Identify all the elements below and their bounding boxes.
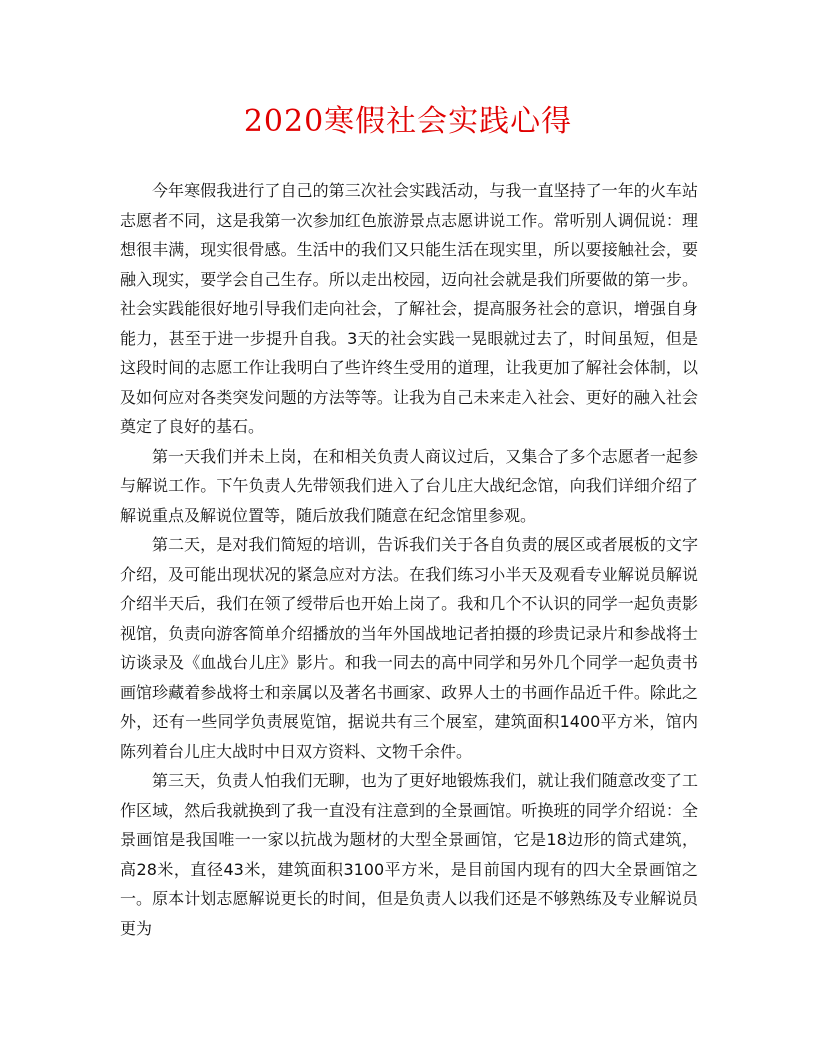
paragraph-1: 今年寒假我进行了自己的第三次社会实践活动，与我一直坚持了一年的火车站志愿者不同，这是我第一次参加红色旅游景点志愿讲说工作。常听别人调侃说：理想很丰满，现实很骨感。生活中的我们又只能生活在现实里，所以要接触社会，要融入现实，要学会自己生存。所以走出校园，迈向社会就是我们所要做的第一步。社会实践能很好地引导我们走向社会，了解社会，提高服务社会的意识，增强自身能力，甚至于进一步提升自我。3天的社会实践一晃眼就过去了，时间虽短，但是这段时间的志愿工作让我明白了些许终生受用的道理，让我更加了解社会体制，以及如何应对各类突发问题的方法等等。让我为自己未来走入社会、更好的融入社会奠定了良好的基石。 xyxy=(120,181,698,436)
page-title: 2020寒假社会实践心得 xyxy=(243,104,573,139)
document-body xyxy=(120,176,698,943)
paragraph-2: 第一天我们并未上岗，在和相关负责人商议过后，又集合了多个志愿者一起参与解说工作。下午负责人先带领我们进入了台儿庄大战纪念馆，向我们详细介绍了解说重点及解说位置等，随后放我们随意在纪念馆里参观。 xyxy=(120,446,698,525)
paragraph-3: 第二天，是对我们简短的培训，告诉我们关于各自负责的展区或者展板的文字介绍，及可能出现状况的紧急应对方法。在我们练习小半天及观看专业解说员解说介绍半天后，我们在领了绶带后也开始上岗了。我和几个不认识的同学一起负责影视馆，负责向游客简单介绍播放的当年外国战地记者拍摄的珍贵记录片和参战将士访谈录及《血战台儿庄》影片。和我一同去的高中同学和另外几个同学一起负责书画馆珍藏着参战将士和亲属以及著名书画家、政界人士的书画作品近千件。除此之外，还有一些同学负责展览馆，据说共有三个展室，建筑面积1400平方米，馆内陈列着台儿庄大战时中日双方资料、文物千余件。 xyxy=(120,535,698,761)
paragraph-4: 第三天，负责人怕我们无聊，也为了更好地锻炼我们，就让我们随意改变了工作区域，然后我就换到了我一直没有注意到的全景画馆。听换班的同学介绍说：全景画馆是我国唯一一家以抗战为题材的大型全景画馆，它是18边形的筒式建筑，高28米，直径43米，建筑面积3100平方米，是目前国内现有的四大全景画馆之一。原本计划志愿解说更长的时间，但是负责人以我们还是不够熟练及专业解说员更为 xyxy=(120,771,698,938)
